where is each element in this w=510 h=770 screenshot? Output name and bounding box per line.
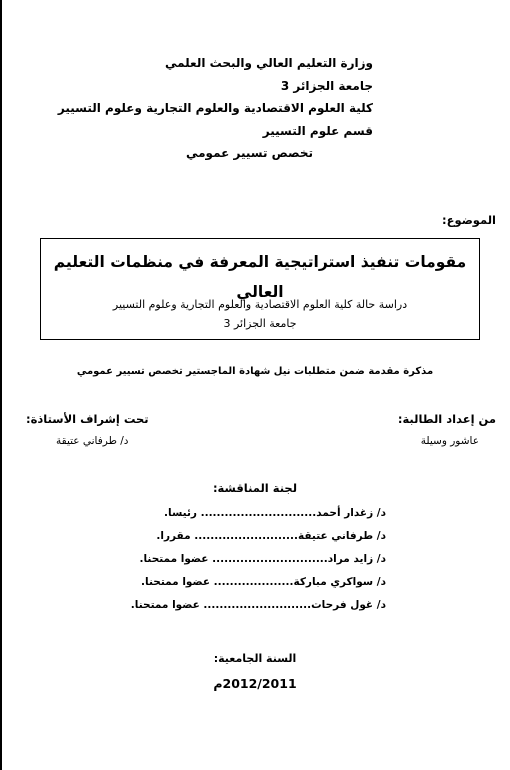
ministry-line: وزارة التعليم العالي والبحث العلمي xyxy=(164,56,373,70)
committee-label: لجنة المناقشة: xyxy=(212,481,298,495)
committee-member: د/ سواكري مباركة.................... عضوا ممتحنا. xyxy=(141,576,386,588)
committee-member: د/ غول فرحات........................... عضوا ممتحنا. xyxy=(130,599,386,611)
thesis-subtitle xyxy=(41,295,479,333)
supervision-label: تحت إشراف الأستاذة: xyxy=(26,412,149,426)
student-name: عاشور وسيلة xyxy=(420,435,479,447)
subject-label: الموضوع: xyxy=(442,213,496,227)
subject-box xyxy=(40,238,480,340)
thesis-note: مذكرة مقدمة ضمن متطلبات نيل شهادة الماجستير تخصص تسيير عمومي xyxy=(76,366,434,377)
case-university-line: جامعة الجزائر 3 xyxy=(223,317,297,330)
university-line: جامعة الجزائر 3 xyxy=(280,78,373,93)
academic-year: 2012/2011م xyxy=(213,676,297,691)
committee-member: د/ زغدار أحمد............................. رئيسا. xyxy=(164,507,386,519)
faculty-line: كلية العلوم الاقتصادية والعلوم التجارية وعلوم التسيير xyxy=(57,101,373,115)
academic-year-label: السنة الجامعية: xyxy=(213,652,297,665)
prepared-by-label: من إعداد الطالبة: xyxy=(397,412,496,426)
case-study-line: دراسة حالة كلية العلوم الاقتصادية والعلوم التجارية وعلوم التسيير xyxy=(112,298,408,311)
committee-member: د/ طرفاني عتيقة.......................... مقررا. xyxy=(156,530,386,542)
specialty-line: تخصص تسيير عمومي xyxy=(185,146,313,160)
department-line: قسم علوم التسيير xyxy=(262,123,373,138)
committee-member: د/ زايد مراد............................. عضوا ممتحنا. xyxy=(139,553,386,565)
institution-header xyxy=(57,52,373,165)
thesis-title: مقومات تنفيذ استراتيجية المعرفة في منظمات التعليم العالي xyxy=(53,253,467,301)
supervisor-name: د/ طرفاني عتيقة xyxy=(56,435,129,447)
